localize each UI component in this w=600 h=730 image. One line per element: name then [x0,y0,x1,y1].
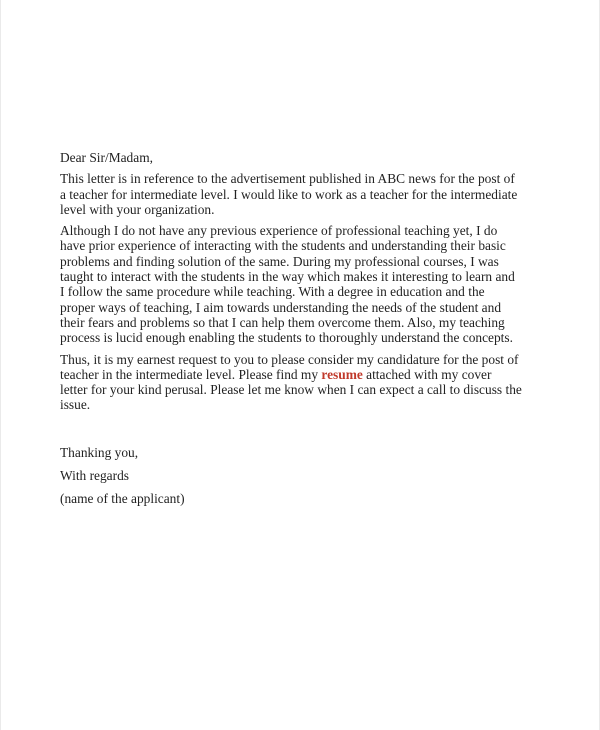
resume-link[interactable]: resume [321,366,363,382]
request-text-end: attached with my cover letter for your kind perusal. Please let me know when I can expect a call to discuss the issue. [60,366,522,413]
closing-regards: With regards [60,468,129,484]
closing-thanks: Thanking you, [60,444,139,460]
paragraph-experience: Although I do not have any previous experience of professional teaching yet, I do have prior experience of interacting with the students and understanding their basic problems and finding solution of the same. During my professional courses, I was taught to interact with the students in the way which makes it interesting to learn and I follow the same procedure while teaching. With a degree in education and the proper ways of teaching, I aim towards understanding the needs of the student and their fears and problems so that I can help them overcome them. Also, my teaching process is lucid enough enabling the students to thoroughly understand the concepts. [60,223,515,346]
cover-letter [60,150,522,515]
signature-placeholder: (name of the applicant) [60,491,185,507]
spacer [60,419,522,445]
paragraph-request [60,352,522,413]
paragraph-intro: This letter is in reference to the advertisement published in ABC news for the post of a teacher for intermediate level. I would like to work as a teacher for the intermediate level with your organization. [60,171,518,217]
salutation: Dear Sir/Madam, [60,150,153,165]
request-text-start: Thus, it is my earnest request to you to please consider my candidature for the post of teacher in the intermediate level. Please find my [60,351,519,382]
